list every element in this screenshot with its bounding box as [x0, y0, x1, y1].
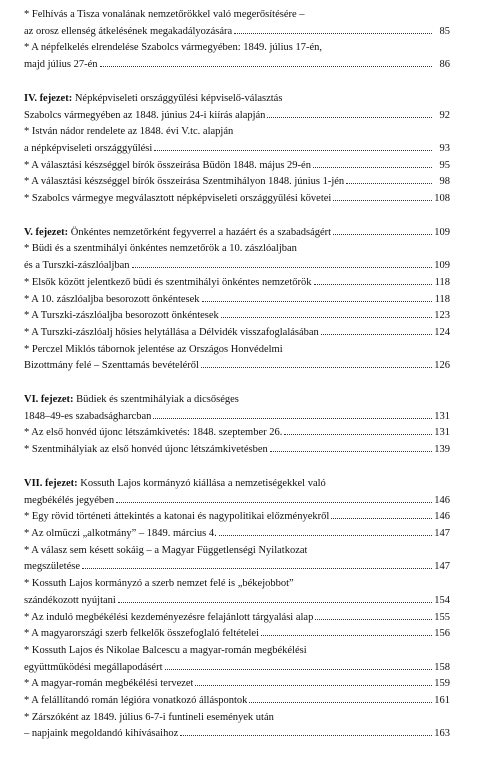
toc-entry-text: [24, 141, 152, 158]
toc-line: [24, 241, 450, 258]
toc-entry-text: [24, 392, 239, 409]
toc-entry-text: [24, 643, 307, 660]
page-number: 126: [434, 360, 450, 372]
entry-title: Büdiek és szentmihályiak a dicsőséges: [76, 394, 239, 406]
toc-entry-text: [24, 158, 311, 175]
toc-entry-text: [24, 275, 312, 292]
toc-entry-text: [24, 91, 282, 108]
toc-line: [24, 576, 450, 593]
dot-leader: [267, 109, 432, 118]
entry-title: * Elsők között jelentkező büdi és szentmihályi önkéntes nemzetőrök: [24, 276, 312, 288]
dot-leader: [165, 661, 432, 670]
page-number: 154: [434, 594, 450, 606]
toc-entry-text: [24, 610, 313, 627]
entry-title: * Büdi és a szentmihályi önkéntes nemzetőrök a 10. zászlóaljban: [24, 243, 297, 255]
dot-leader: [180, 728, 432, 737]
dot-leader: [221, 309, 432, 318]
toc-line: [24, 509, 450, 526]
toc-line: [24, 676, 450, 693]
toc-line: [24, 710, 450, 727]
toc-entry-text: [24, 292, 200, 309]
toc-line: [24, 325, 450, 342]
toc-entry-text: [24, 342, 283, 359]
toc-line: [24, 660, 450, 677]
toc-entry-text: [24, 174, 344, 191]
entry-title: Önkéntes nemzetőrként fegyverrel a hazáért és a szabadságért: [70, 226, 332, 238]
toc-line: [24, 108, 450, 125]
entry-title: Kossuth Lajos kormányzó kiállása a nemzetiségekkel való: [80, 477, 326, 489]
toc-entry-text: [24, 325, 319, 342]
dot-leader: [100, 58, 433, 67]
toc-line: [24, 91, 450, 108]
toc-line: [24, 593, 450, 610]
dot-leader: [219, 527, 432, 536]
page-number: 131: [434, 410, 450, 422]
entry-title: – napjaink megoldandó kihívásaihoz: [24, 728, 179, 740]
toc-line: [24, 543, 450, 560]
page-number: 163: [434, 728, 450, 740]
toc-entry-text: [24, 543, 307, 560]
toc-line: [24, 643, 450, 660]
entry-title: Bizottmány felé – Szenttamás bevételéről: [24, 360, 199, 372]
dot-leader: [333, 192, 432, 201]
toc-entry-text: [24, 509, 329, 526]
page-number: 85: [439, 25, 450, 37]
dot-leader: [195, 677, 432, 686]
toc-line: [24, 158, 450, 175]
toc-entry-text: [24, 593, 116, 610]
toc-line: [24, 493, 450, 510]
toc-entry-text: [24, 493, 114, 510]
toc-entry-text: [24, 191, 331, 208]
chapter-heading: VII. fejezet:: [24, 477, 78, 489]
toc-entry-text: [24, 693, 247, 710]
toc-line: [24, 610, 450, 627]
entry-title: szándékozott nyújtani: [24, 594, 116, 606]
page-number: 118: [434, 293, 450, 305]
entry-title: * Szabolcs vármegye megválasztott népképviseleti országgyűlési követei: [24, 193, 332, 205]
page-number: 159: [434, 678, 450, 690]
toc-entry-text: [24, 559, 80, 576]
page-number: 98: [439, 176, 450, 188]
dot-leader: [333, 226, 432, 235]
toc-entry-text: [24, 57, 98, 74]
dot-leader: [249, 694, 432, 703]
toc-entry-text: [24, 409, 151, 426]
toc-entry-text: [24, 108, 265, 125]
entry-title: * Zárszóként az 1849. július 6-7-i funtineli események után: [24, 711, 274, 723]
dot-leader: [313, 159, 432, 168]
toc-entry-text: [24, 626, 259, 643]
page-number: 147: [434, 527, 450, 539]
toc-entry-text: [24, 660, 163, 677]
entry-title: * Az induló megbékélési kezdeményezésre felajánlott tárgyalási alap: [24, 611, 314, 623]
dot-leader: [315, 611, 432, 620]
dot-leader: [116, 494, 432, 503]
entry-title: * A 10. zászlóaljba besorozott önkéntesek: [24, 293, 200, 305]
toc-chapter: [24, 476, 450, 743]
toc-entry-text: [24, 726, 178, 743]
toc-line: [24, 24, 450, 41]
toc-entry-text: [24, 7, 305, 24]
toc-line: [24, 392, 450, 409]
dot-leader: [202, 293, 432, 302]
page-number: 131: [434, 427, 450, 439]
toc-line: [24, 275, 450, 292]
page-number: 93: [439, 142, 450, 154]
toc-line: [24, 358, 450, 375]
entry-title: a népképviseleti országgyűlési: [24, 142, 153, 154]
toc-line: [24, 191, 450, 208]
toc-line: [24, 292, 450, 309]
toc-line: [24, 693, 450, 710]
entry-title: és a Turszki-zászlóaljban: [24, 260, 130, 272]
entry-title: * A válasz sem késett sokáig – a Magyar Függetlenségi Nyilatkozat: [24, 544, 308, 556]
toc-line: [24, 57, 450, 74]
toc-entry-text: [24, 225, 331, 242]
toc-line: [24, 342, 450, 359]
toc-entry-text: [24, 710, 274, 727]
toc-entry-text: [24, 476, 326, 493]
toc-entry-text: [24, 241, 297, 258]
toc-entry-text: [24, 40, 322, 57]
toc-entry-text: [24, 358, 199, 375]
entry-title: * Perczel Miklós tábornok jelentése az Országos Honvédelmi: [24, 343, 283, 355]
toc-chapter: [24, 225, 450, 375]
dot-leader: [321, 326, 432, 335]
dot-leader: [284, 427, 432, 436]
chapter-heading: VI. fejezet:: [24, 394, 74, 406]
toc-line: [24, 726, 450, 743]
toc-line: [24, 425, 450, 442]
toc-entry-text: [24, 124, 233, 141]
entry-title: * Egy rövid történeti áttekintés a katonai és nagypolitikai előzményekről: [24, 511, 330, 523]
page-number: 109: [434, 260, 450, 272]
page-number: 147: [434, 561, 450, 573]
entry-title: * A választási készséggel bírók összeírása Büdön 1848. május 29-én: [24, 159, 311, 171]
page-number: 139: [434, 444, 450, 456]
toc-line: [24, 258, 450, 275]
dot-leader: [331, 510, 432, 519]
dot-leader: [154, 142, 432, 151]
toc-entry-text: [24, 576, 294, 593]
dot-leader: [314, 276, 432, 285]
page-number: 146: [434, 494, 450, 506]
entry-title: * A magyarországi szerb felkelők összefoglaló feltételei: [24, 628, 259, 640]
entry-title: * Kossuth Lajos kormányzó a szerb nemzet felé is „békejobbot”: [24, 578, 294, 590]
toc-line: [24, 626, 450, 643]
dot-leader: [118, 594, 432, 603]
toc-chapter: [24, 91, 450, 208]
page-number: 155: [434, 611, 450, 623]
page-number: 161: [434, 695, 450, 707]
toc-line: [24, 409, 450, 426]
toc-line: [24, 174, 450, 191]
toc-line: [24, 225, 450, 242]
entry-title: * Felhívás a Tisza vonalának nemzetőrökkel való megerősítésére –: [24, 9, 305, 20]
dot-leader: [270, 443, 432, 452]
dot-leader: [346, 175, 432, 184]
page-number: 86: [439, 59, 450, 71]
entry-title: * A választási készséggel bírók összeírása Szentmihályon 1848. június 1-jén: [24, 176, 345, 188]
page-number: 92: [439, 109, 450, 121]
toc-entry-text: [24, 258, 130, 275]
toc-line: [24, 124, 450, 141]
toc-line: [24, 526, 450, 543]
dot-leader: [234, 25, 432, 34]
entry-title: együttműködési megállapodásért: [24, 661, 163, 673]
chapter-heading: IV. fejezet:: [24, 92, 73, 104]
toc-line: [24, 442, 450, 459]
toc-chapter: [24, 7, 450, 74]
entry-title: megbékélés jegyében: [24, 494, 115, 506]
toc-entry-text: [24, 442, 268, 459]
page-number: 123: [434, 310, 450, 322]
page-number: 146: [434, 511, 450, 523]
entry-title: * A Turszki-zászlóaljba besorozott önkéntesek: [24, 310, 219, 322]
entry-title: Népképviseleti országgyűlési képviselő-választás: [74, 92, 283, 104]
toc-entry-text: [24, 308, 219, 325]
toc-line: [24, 40, 450, 57]
page-number: 158: [434, 661, 450, 673]
entry-title: megszületése: [24, 561, 80, 573]
entry-title: * Szentmihályiak az első honvéd újonc létszámkivetésben: [24, 444, 268, 456]
toc-entry-text: [24, 24, 232, 41]
page-number: 109: [434, 226, 450, 238]
toc-entry-text: [24, 526, 217, 543]
page-number: 118: [434, 276, 450, 288]
dot-leader: [132, 259, 432, 268]
entry-title: * A Turszki-zászlóalj hősies helytállása a Délvidék visszafoglalásában: [24, 326, 319, 338]
entry-title: az orosz ellenség átkelésének megakadályozására: [24, 25, 233, 37]
page-number: 108: [434, 193, 450, 205]
toc-line: [24, 7, 450, 24]
dot-leader: [153, 410, 432, 419]
page-number: 95: [439, 159, 450, 171]
page-number: 124: [434, 326, 450, 338]
dot-leader: [82, 561, 432, 570]
toc-line: [24, 141, 450, 158]
entry-title: * Kossuth Lajos és Nikolae Balcescu a magyar-román megbékélési: [24, 644, 307, 656]
entry-title: * István nádor rendelete az 1848. évi V.tc. alapján: [24, 126, 234, 138]
chapter-heading: V. fejezet:: [24, 226, 69, 238]
toc-line: [24, 476, 450, 493]
entry-title: * Az olmüczi „alkotmány” – 1849. március 4.: [24, 527, 217, 539]
entry-title: majd július 27-én: [24, 59, 98, 71]
entry-title: * Az első honvéd újonc létszámkivetés: 1848. szeptember 26.: [24, 427, 283, 439]
toc-entry-text: [24, 676, 193, 693]
dot-leader: [201, 359, 432, 368]
entry-title: * A népfelkelés elrendelése Szabolcs vármegyében: 1849. július 17-én,: [24, 42, 322, 54]
dot-leader: [261, 627, 432, 636]
entry-title: Szabolcs vármegyében az 1848. június 24-i kiírás alapján: [24, 109, 266, 121]
toc-chapter: [24, 392, 450, 459]
entry-title: * A felállítandó román légióra vonatkozó álláspontok: [24, 695, 248, 707]
entry-title: 1848–49-es szabadságharcban: [24, 410, 152, 422]
entry-title: * A magyar-román megbékélési tervezet: [24, 678, 194, 690]
toc-entry-text: [24, 425, 282, 442]
toc-line: [24, 308, 450, 325]
table-of-contents: [24, 7, 450, 760]
toc-line: [24, 559, 450, 576]
page-number: 156: [434, 628, 450, 640]
